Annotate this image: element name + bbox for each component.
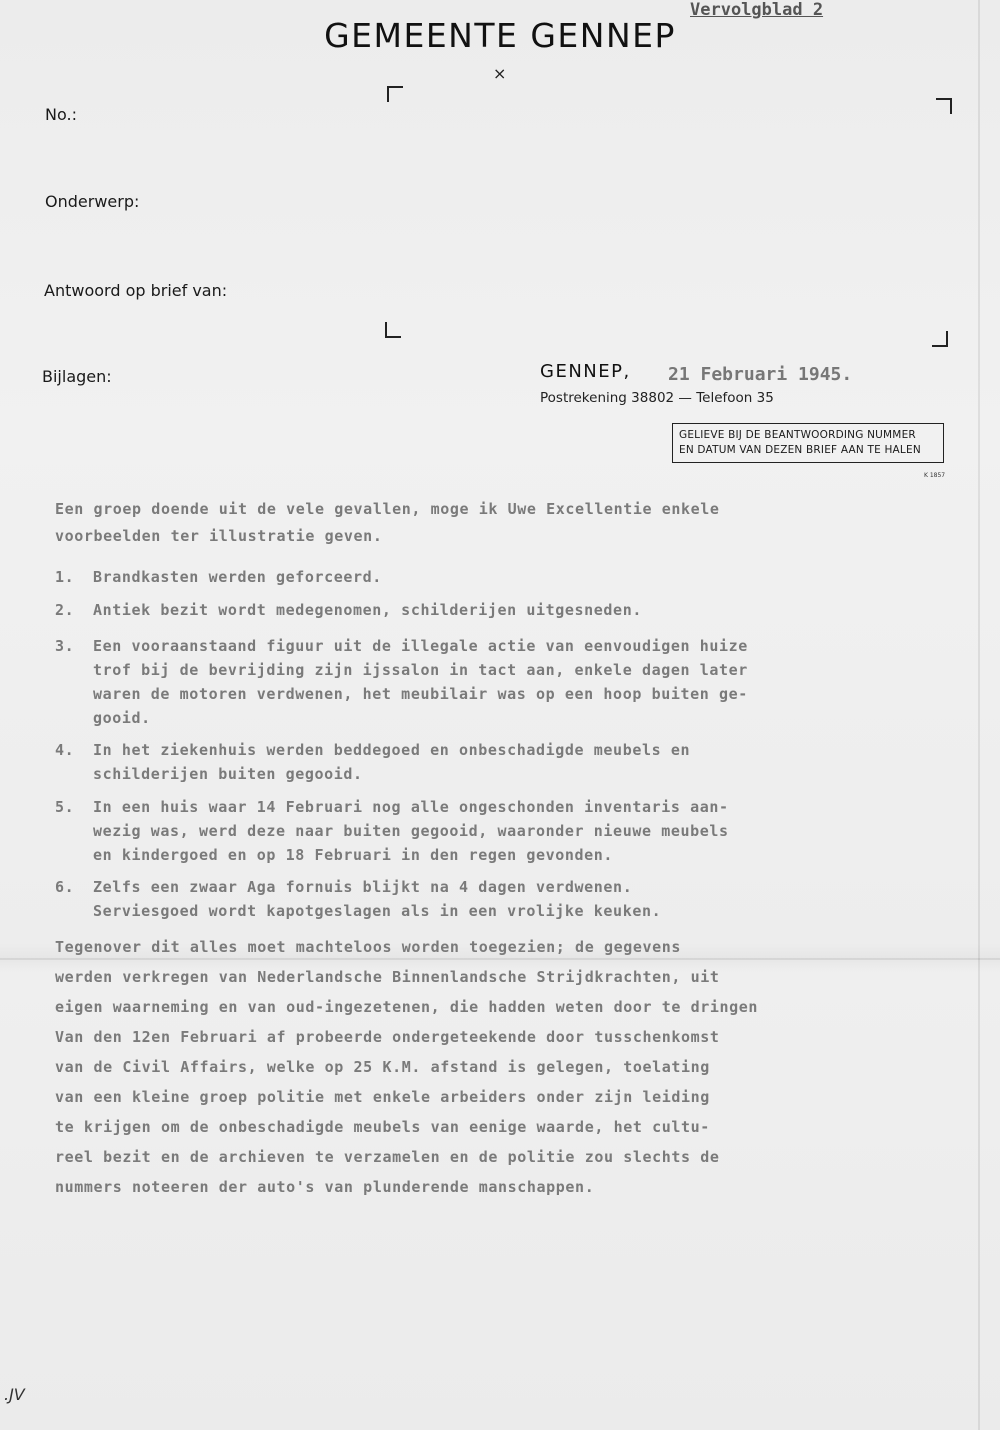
address-window-corner-bottom-left — [385, 322, 401, 338]
address-window-corner-bottom-right — [932, 331, 948, 347]
paper-fold-vertical — [978, 0, 980, 1430]
notice-line-1: GELIEVE BIJ DE BEANTWOORDING NUMMER — [679, 429, 916, 441]
dateline-date: 21 Februari 1945. — [668, 364, 853, 385]
reference-notice-box — [672, 423, 944, 463]
address-window-corner-top-right — [936, 98, 952, 114]
dateline-place: GENNEP, — [540, 361, 631, 382]
notice-line-2: EN DATUM VAN DEZEN BRIEF AAN TE HALEN — [679, 444, 921, 456]
list-item-text: Brandkasten werden geforceerd. — [93, 568, 382, 586]
field-onderwerp-label: Onderwerp: — [45, 192, 140, 211]
list-item-number: 3. — [55, 637, 75, 655]
list-item-text: In het ziekenhuis werden beddegoed en onbeschadigde meubels en schilderijen buiten gegooid. — [93, 741, 691, 783]
list-item-text: Zelfs een zwaar Aga fornuis blijkt na 4 dagen verdwenen. Serviesgoed wordt kapotgeslagen als in een vrolijke keuken. — [93, 878, 662, 920]
field-bijlagen-label: Bijlagen: — [42, 367, 112, 386]
list-item-number: 6. — [55, 878, 75, 896]
postal-telephone-line: Postrekening 38802 — Telefoon 35 — [540, 390, 774, 406]
list-item-text: Een vooraanstaand figuur uit de illegale actie van eenvoudigen huize trof bij de bevrijding zijn ijssalon in tact aan, enkele dagen later waren de motoren verdwenen, het meubilair was op een hoop buiten ge- gooid. — [93, 637, 748, 727]
list-item-text: In een huis waar 14 Februari nog alle ongeschonden inventaris aan- wezig was, werd deze naar buiten gegooid, waaronder nieuwe meubels en kindergoed en op 18 Februari in den regen gevonden. — [93, 798, 729, 864]
address-window-corner-top-left — [387, 86, 403, 102]
list-item-text: Antiek bezit wordt medegenomen, schilderijen uitgesneden. — [93, 601, 642, 619]
list-item-number: 2. — [55, 601, 75, 619]
continuation-stamp: Vervolgblad 2 — [690, 0, 824, 20]
form-number: K 1857 — [924, 472, 946, 479]
letterhead-title: GEMEENTE GENNEP — [324, 16, 676, 55]
cross-mark: × — [493, 64, 507, 83]
field-antwoord-label: Antwoord op brief van: — [44, 281, 228, 300]
list-item-number: 5. — [55, 798, 75, 816]
handwritten-initials: .JV — [4, 1385, 25, 1404]
list-item-number: 4. — [55, 741, 75, 759]
field-no-label: No.: — [45, 105, 77, 124]
intro-paragraph: Een groep doende uit de vele gevallen, moge ik Uwe Excellentie enkele voorbeelden ter illustratie geven. — [55, 500, 720, 545]
closing-paragraph: Tegenover dit alles moet machteloos worden toegezien; de gegevens werden verkregen van Nederlandsche Binnenlandsche Strijdkrachten, uit eigen waarneming en van oud-ingezetenen, die hadden weten door te dringen Van den 12en Februari af probeerde ondergeteekende door tusschenkomst van de Civil Affairs, welke op 25 K.M. afstand is gelegen, toelating van een kleine groep politie met enkele arbeiders onder zijn leiding te krijgen om de onbeschadigde meubels van eenige waarde, het cultu- reel bezit en de archieven te verzamelen en de politie zou slechts de nummers noteeren der auto's van plunderende manschappen. — [55, 938, 759, 1196]
list-item-number: 1. — [55, 568, 75, 586]
